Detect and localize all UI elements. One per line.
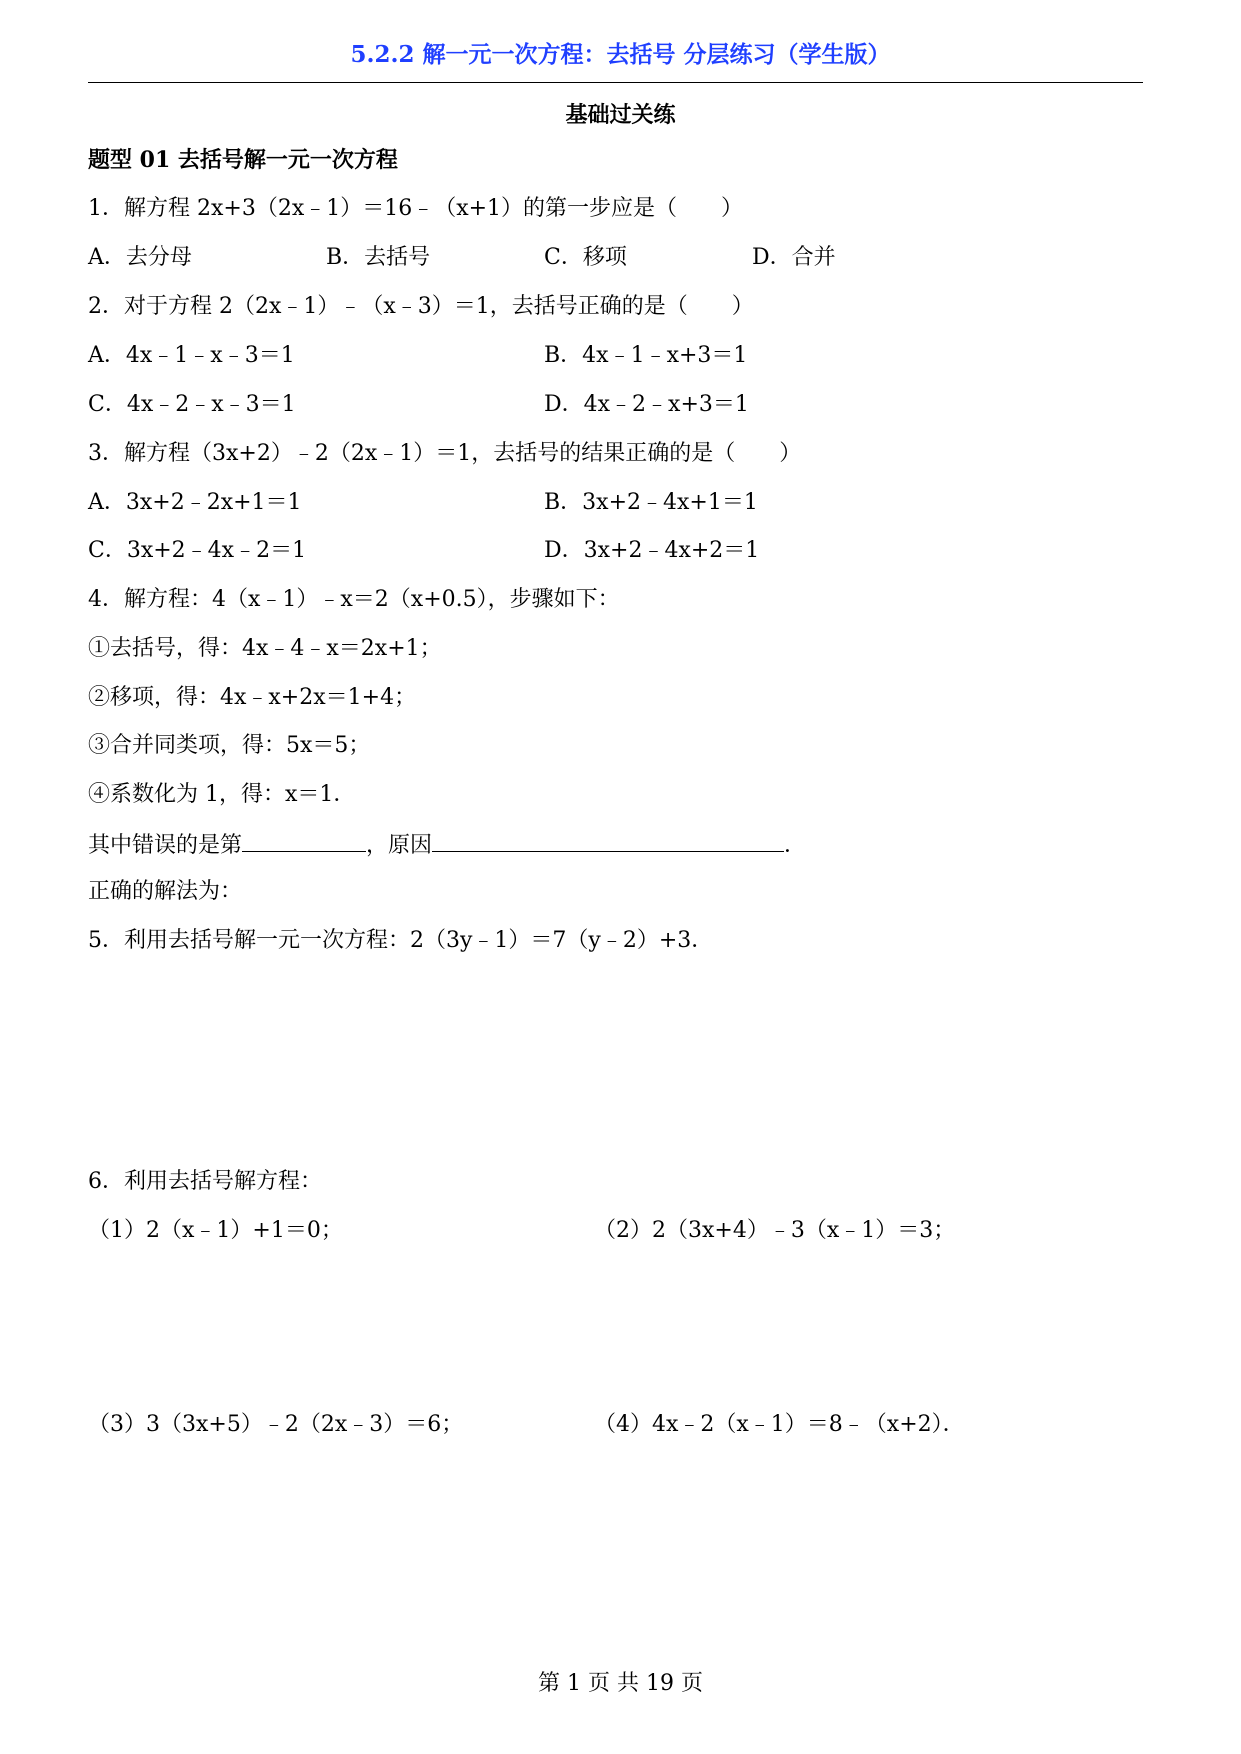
- question-6-stem: 6．利用去括号解方程：: [88, 1169, 322, 1194]
- question-3-option-c: C．3x+2﹣4x﹣2＝1: [88, 538, 307, 563]
- question-4-step-1: ①去括号，得：4x﹣4﹣x＝2x+1；: [88, 636, 442, 661]
- question-1-option-c: C．移项: [544, 245, 627, 270]
- question-6-part-4: （4）4x﹣2（x﹣1）＝8﹣（x+2）．: [594, 1412, 965, 1437]
- page-number-footer: 第 1 页 共 19 页: [538, 1671, 703, 1696]
- question-type-heading: 题型 01 去括号解一元一次方程: [88, 147, 398, 173]
- question-1-option-b: B．去括号: [326, 245, 431, 270]
- question-2-option-c: C．4x﹣2﹣x﹣3＝1: [88, 392, 296, 417]
- question-1-option-a: A．去分母: [88, 245, 192, 270]
- question-6-part-1: （1）2（x﹣1）+1＝0；: [88, 1218, 343, 1243]
- question-3-option-a: A．3x+2﹣2x+1＝1: [88, 490, 302, 515]
- header-divider: [88, 82, 1143, 83]
- question-4-step-3: ③合并同类项，得：5x＝5；: [88, 733, 371, 758]
- error-step-blank[interactable]: [242, 829, 366, 852]
- question-2-option-a: A．4x﹣1﹣x﹣3＝1: [88, 343, 295, 368]
- question-4-step-2: ②移项，得：4x﹣x+2x＝1+4；: [88, 685, 417, 710]
- question-4-stem: 4．解方程：4（x﹣1）﹣x＝2（x+0.5），步骤如下：: [88, 587, 620, 612]
- section-title: 基础过关练: [565, 102, 676, 128]
- question-3-option-d: D．3x+2﹣4x+2＝1: [544, 538, 760, 563]
- question-3-option-b: B．3x+2﹣4x+1＝1: [544, 490, 758, 515]
- question-1-stem: 1．解方程 2x+3（2x﹣1）＝16﹣（x+1）的第一步应是（ ）: [88, 196, 744, 221]
- question-4-step-4: ④系数化为 1，得：x＝1．: [88, 782, 356, 807]
- error-prefix: 其中错误的是第: [88, 833, 243, 858]
- question-6-part-3: （3）3（3x+5）﹣2（2x﹣3）＝6；: [88, 1412, 464, 1437]
- question-2-option-b: B．4x﹣1﹣x+3＝1: [544, 343, 748, 368]
- question-4-error-line: [88, 829, 806, 861]
- document-title: 5.2.2 解一元一次方程：去括号 分层练习（学生版）: [350, 41, 891, 68]
- question-1-option-d: D．合并: [752, 245, 836, 270]
- reason-blank[interactable]: [432, 829, 784, 852]
- question-6-part-2: （2）2（3x+4）﹣3（x﹣1）＝3；: [594, 1218, 956, 1243]
- reason-label: ，原因: [366, 833, 433, 858]
- question-4-correct-label: 正确的解法为：: [88, 879, 243, 904]
- question-5-stem: 5．利用去括号解一元一次方程：2（3y﹣1）＝7（y﹣2）+3．: [88, 928, 714, 953]
- question-2-stem: 2．对于方程 2（2x﹣1）﹣（x﹣3）＝1，去括号正确的是（ ）: [88, 294, 754, 319]
- question-3-stem: 3．解方程（3x+2）﹣2（2x﹣1）＝1，去括号的结果正确的是（ ）: [88, 441, 802, 466]
- line-end-period: ．: [784, 833, 807, 858]
- question-2-option-d: D．4x﹣2﹣x+3＝1: [544, 392, 749, 417]
